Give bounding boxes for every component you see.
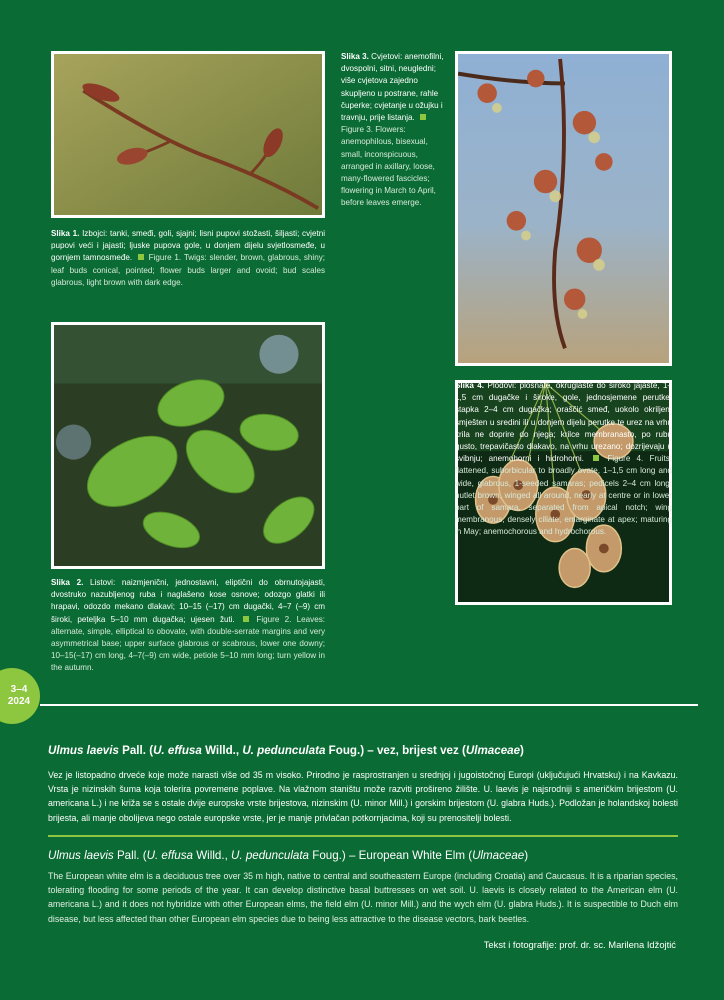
caption-3-label-en: Figure 3. <box>341 125 373 135</box>
title-hr-author: Pall. ( <box>122 744 154 757</box>
title-en-author: Pall. ( <box>116 849 147 862</box>
issue-number: 3–4 <box>10 684 28 695</box>
title-hr-close: ) <box>520 744 524 757</box>
issue-year: 2024 <box>7 696 31 707</box>
caption-1-label-en: Figure 1. <box>148 253 182 263</box>
title-en-family: Ulmaceae <box>472 849 525 862</box>
caption-3-label-hr: Slika 3. <box>341 52 369 61</box>
photo-credit: Tekst i fotografije: prof. dr. sc. Marilena Idžojtić <box>483 939 676 950</box>
caption-3-text-en: Flowers: anemophilous, bisexual, small, inconspicuous, arranged in axillary, loose, many-flowered fascicles; flowering in March to April, before leaves emerge. <box>341 125 436 208</box>
green-square-icon <box>243 616 249 622</box>
title-en-syn1: U. effusa <box>146 849 193 862</box>
caption-4-label-hr: Slika 4. <box>455 381 485 390</box>
issue-badge <box>0 668 40 724</box>
divider-line <box>40 704 698 706</box>
body-hr: Vez je listopadno drvеće koje može narasti više od 35 m visoko. Prirodno je rasprostranjen u srednjoj i jugoistočnoj Europi (uključujući Hrvatsku) i na Kavkazu. Vrsta je nizinskih šuma koja tolerira povremene poplave. Na vlažnom staništu može razviti prošireno žilište. U. laevis je najsrodniji s američkim brijestom (U. americana L.) i ne križa se s ostale dvije europske vrste brijestova, nizinskim (U. minor Mill.) i gorskim brijestom (U. glabra Huds.). Podložan je holandskoj bolesti brijesta, ali manje obolijeva nego ostale europske vrste, jer je manje privlačan potkornjacima, koji su prenositelji bolesti. <box>48 770 678 823</box>
title-en <box>48 849 528 862</box>
caption-4-text-hr: Plodovi: plosnate, okruglaste do široko jajaste, 1–1,5 cm dugačke i široke, gole, jednosjemene perutke; stapka 2–4 cm dugačka; oraščić smeđ, uokolo okriljen, smješten u sredini ili u donjem dijelu perutke te urez na vrhu krila ne doprire do njega; krilce membranasto, po rubu gusto, trepavičasto dlakavo, na vrhu urezano; dozrijevaju u svibnju; anemohorni i hidrohorni. <box>455 381 672 464</box>
photo-leaves <box>51 322 325 569</box>
caption-2-text-hr: Listovi: naizmjenični, jednostavni, eliptični do obrnutojajasti, dvostruko nazubljenog ruba i naglašeno kose osnove; odozgo glatki ili hrapavi, odozdo mekano dlakavi; 10–15 (–17) cm dugački, 4–7 (–9) cm široki, peteljka 5–10 mm dugačka; ujesen žuti. <box>51 578 325 624</box>
body-en: The European white elm is a deciduous tree over 35 m high, native to central and southeastern Europe (including Croatia) and Caucasus. It is a riparian species, tolerating flooding for some periods of the year. It can develop distinctive basal buttresses on wet soil. U. laevis is closely related to the American elm (U. americana L.) and it does not hybridize with other European elms, the field elm (U. minor Mill.) and the wych elm (U. glabra Huds.). It is suspectible to Duch elm disease, but less affected than other European elm species due to being less attractive to the disease vectors, bark beetles. <box>48 871 678 924</box>
title-en-species: Ulmus laevis <box>48 849 114 862</box>
caption-figure-3 <box>341 51 446 210</box>
caption-2-label-en: Figure 2. <box>256 614 292 624</box>
caption-figure-1 <box>51 228 325 289</box>
caption-4-text-en: Fruits: flattened, suborbicular to broadly ovate, 1–1,5 cm long and wide, glabrous, 1-seeded samaras; pedicels 2–4 cm long; nutlet brown, winged all around, nearly at centre or in lower part of samara, separated from apical notch; wing membranous, densely ciliate, emarginate at apex; maturing in May; anemochorous and hydrochorous. <box>455 454 673 537</box>
language-separator <box>48 835 678 837</box>
caption-1-text-en: Twigs: slender, brown, glabrous, shiny; leaf buds conical, pointed; flower buds larger and ovoid; bud scales glabrous, light brown with dark edge. <box>51 253 325 287</box>
green-square-icon <box>593 455 599 461</box>
caption-2-label-hr: Slika 2. <box>51 578 84 587</box>
caption-1-label-hr: Slika 1. <box>51 229 80 238</box>
caption-2-text-en: Leaves: alternate, simple, elliptical to obovate, with double-serrate margins and very asymmetrical base; upper surface glabrous or scabrous, lower one downy; 10–15(–17) cm long, 4–7(–9) cm wide, petiole 5–10 mm long; turn yellow in the autumn. <box>51 614 326 673</box>
title-hr-syn2: U. pedunculata <box>242 744 326 757</box>
green-square-icon <box>138 254 144 260</box>
title-hr-family: Ulmaceae <box>465 744 521 757</box>
caption-figure-2 <box>51 577 325 675</box>
green-square-icon <box>420 114 426 120</box>
title-hr-syn2-author: Foug.) – vez, brijest vez ( <box>328 744 466 757</box>
title-en-close: ) <box>524 849 529 862</box>
caption-3-text-hr: Cvjetovi: anemofilni, dvospolni, sitni, neugledni; više cvjetova zajedno skupljeno u postrane, rahle čuperke; cvjetanje u ožujku i travnju, prije listanja. <box>341 52 444 123</box>
caption-1-text-hr: Izbojci: tanki, smeđi, goli, sjajni; lisni pupovi stožasti, šiljasti; cvjetni pupovi veći i jajasti; ljuske pupova gole, u donjem dijelu svjetlosmeđe, u gornjem tamnosmeđe. <box>51 229 325 263</box>
title-en-syn2: U. pedunculata <box>231 849 310 862</box>
title-en-syn1-author: Willd., <box>196 849 232 862</box>
caption-4-label-en: Figure 4. <box>607 454 644 464</box>
title-hr-syn1: U. effusa <box>153 744 202 757</box>
photo-twig-buds <box>51 51 325 218</box>
title-hr-syn1-author: Willd., <box>205 744 243 757</box>
title-hr-species: Ulmus laevis <box>48 744 119 757</box>
photo-flowers <box>455 51 672 366</box>
title-hr <box>48 744 524 757</box>
title-en-syn2-author: Foug.) – European White Elm ( <box>312 849 473 862</box>
